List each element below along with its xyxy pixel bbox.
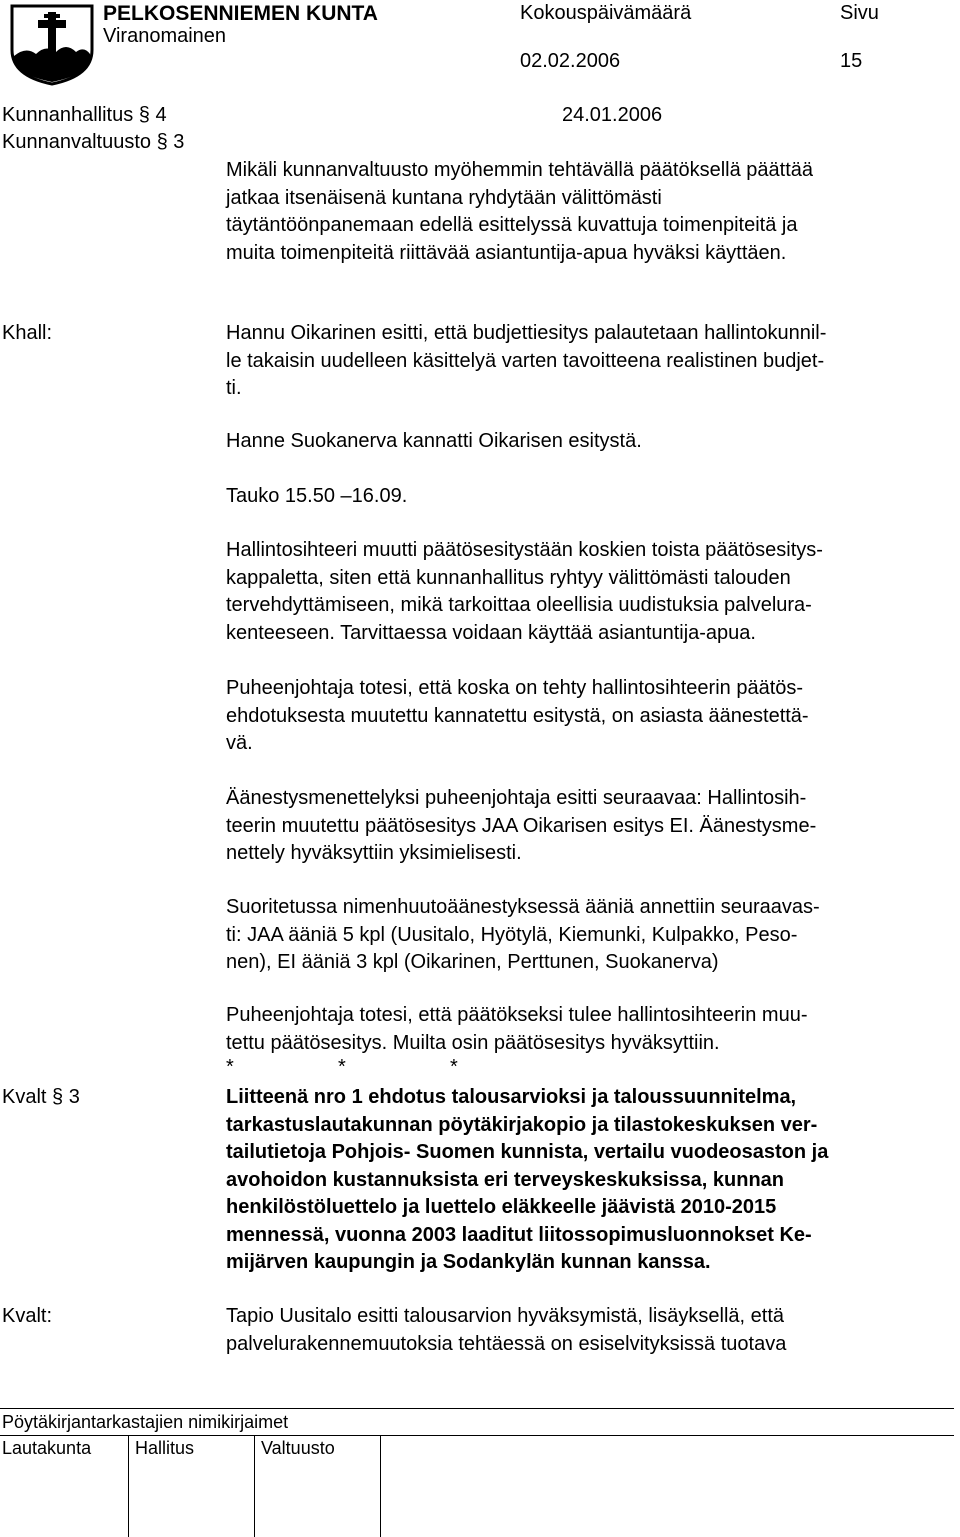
municipality-crest-logo — [8, 4, 96, 86]
footer-top-rule — [0, 1408, 954, 1409]
khall-para-decision: Puheenjohtaja totesi, että päätökseksi tulee hallintosihteerin muu- tettu päätösesitys. Muilta osin päätösesitys hyväksyttiin. — [226, 1004, 808, 1054]
authority-label: Viranomainen — [103, 25, 227, 47]
kvalt-label: Kvalt: — [2, 1305, 53, 1327]
khall-para-seconded: Hanne Suokanerva kannatti Oikarisen esitystä. — [226, 430, 642, 452]
kvalt-ref: Kvalt § 3 — [2, 1086, 80, 1108]
footer-col-hallitus: Hallitus — [135, 1438, 195, 1458]
separator-star-3: * — [450, 1056, 458, 1078]
separator-star-2: * — [338, 1056, 346, 1078]
khall-para-break: Tauko 15.50 –16.09. — [226, 485, 408, 507]
page-number: 15 — [840, 50, 863, 72]
intro-paragraph: Mikäli kunnanvaltuusto myöhemmin tehtävällä päätöksellä päättää jatkaa itsenäisenä kuntana ryhdytään välittömästi täytäntöönpanemaan edellä esittelyssä kuvattuja toimenpiteitä ja muita toimenpiteitä riittävää asiantuntija-apua hyväksi käyttäen. — [226, 159, 814, 264]
khall-para-vote-method: Äänestysmenettelyksi puheenjohtaja esitti seuraavaa: Hallintosih- teerin muutettu päätösesitys JAA Oikarisen esitys EI. Äänestysme- nettely hyväksyttiin yksimielisesti. — [226, 787, 817, 864]
ref-kunnanhallitus: Kunnanhallitus § 4 — [2, 104, 167, 126]
khall-para-revised: Hallintosihteeri muutti päätösesitystään koskien toista päätösesitys- kappaletta, siten että kunnanhallitus ryhtyy välittömästi talouden tervehdyttämiseen, mikä tarkoittaa oleellisia uudistuksia palvelura- kenteeseen. Tarvittaessa voidaan käyttää asiantuntija-apua. — [226, 539, 823, 644]
khall-para-vote-result: Suoritetussa nimenhuutoäänestyksessä ääniä annettiin seuraavas- ti: JAA ääniä 5 kpl (Uusitalo, Hyötylä, Kiemunki, Kulpakko, Peso- nen), EI ääniä 3 kpl (Oikarinen, Perttunen, Suokanerva) — [226, 896, 820, 973]
footer-mid-rule — [0, 1435, 954, 1436]
footer-col-lautakunta: Lautakunta — [2, 1438, 92, 1458]
khall-label: Khall: — [2, 322, 53, 344]
footer-divider-1 — [128, 1436, 129, 1537]
ref-kunnanvaltuusto: Kunnanvaltuusto § 3 — [2, 131, 185, 153]
ref-kunnanhallitus-date: 24.01.2006 — [562, 104, 663, 126]
footer-title: Pöytäkirjantarkastajien nimikirjaimet — [2, 1412, 289, 1432]
page-label: Sivu — [840, 2, 879, 24]
kvalt-attachment-paragraph: Liitteenä nro 1 ehdotus talousarvioksi ja taloussuunnitelma, tarkastuslautakunnan pöytäkirjakopio ja tilastokeskuksen ver- tailutietoja Pohjois- Suomen kunnista, vertailu vuodeosaston ja avohoidon kustannuksista eri terveyskeskuksissa, kunnan henkilöstöluettelo ja luettelo eläkkeelle jäävistä 2010-2015 mennessä, vuonna 2003 laaditut liitossopimusluonnokset Ke- mijärven kaupungin ja Sodankylän kunnan kanssa. — [226, 1086, 829, 1273]
footer-divider-3 — [380, 1436, 381, 1537]
kvalt-proposal-paragraph: Tapio Uusitalo esitti talousarvion hyväksymistä, lisäyksellä, että palvelurakennemuutoksia tehtäessä on esiselvityksissä tuotava — [226, 1305, 787, 1355]
meeting-date-label: Kokouspäivämäärä — [520, 2, 692, 24]
meeting-date: 02.02.2006 — [520, 50, 621, 72]
org-name: PELKOSENNIEMEN KUNTA — [103, 2, 378, 25]
khall-para-vote-needed: Puheenjohtaja totesi, että koska on tehty hallintosihteerin päätös- ehdotuksesta muutettu kannatettu esitystä, on asiasta äänestettä- vä. — [226, 677, 809, 754]
footer-divider-2 — [254, 1436, 255, 1537]
khall-para-proposal: Hannu Oikarinen esitti, että budjettiesitys palautetaan hallintokunnil- le takaisin uudelleen käsittelyä varten tavoitteena realistinen budjet- ti. — [226, 322, 827, 399]
footer-col-valtuusto: Valtuusto — [261, 1438, 335, 1458]
separator-star-1: * — [226, 1056, 234, 1078]
